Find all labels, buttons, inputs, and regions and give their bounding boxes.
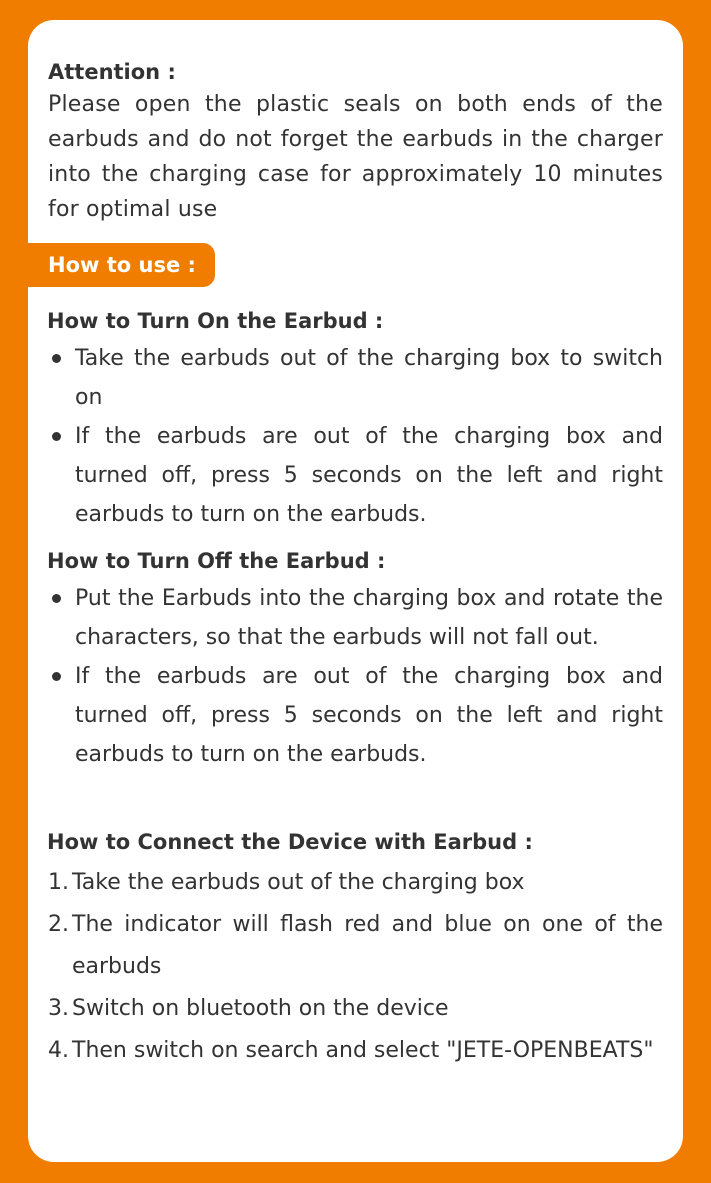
list-item [48, 417, 663, 534]
step-number: 2. [48, 912, 69, 937]
step-item [48, 1030, 663, 1072]
list-item [48, 339, 663, 417]
turn-on-title: How to Turn On the Earbud : [47, 309, 384, 333]
list-item-text: Put the Earbuds into the charging box and rotate the characters, so that the earbuds will not fall out. [75, 586, 663, 650]
list-item-text: If the earbuds are out of the charging box and turned off, press 5 seconds on the left and right earbuds to turn on the earbuds. [75, 424, 663, 527]
list-item [48, 579, 663, 657]
turn-off-list [48, 579, 663, 774]
step-number: 1. [48, 870, 69, 895]
attention-title: Attention : [48, 60, 176, 84]
step-number: 3. [48, 996, 69, 1021]
step-text: Take the earbuds out of the charging box [72, 870, 525, 895]
step-item [48, 904, 663, 988]
how-to-use-tag: How to use : [28, 243, 215, 287]
connect-title: How to Connect the Device with Earbud : [47, 830, 533, 854]
bullet-icon [52, 594, 61, 603]
list-item-text: If the earbuds are out of the charging box and turned off, press 5 seconds on the left and right earbuds to turn on the earbuds. [75, 664, 663, 767]
bullet-icon [52, 672, 61, 681]
connect-steps [48, 862, 663, 1072]
bullet-icon [52, 354, 61, 363]
list-item-text: Take the earbuds out of the charging box to switch on [75, 346, 663, 410]
step-text: The indicator will flash red and blue on one of the earbuds [72, 912, 663, 979]
step-text: Switch on bluetooth on the device [72, 996, 449, 1021]
attention-body: Please open the plastic seals on both ends of the earbuds and do not forget the earbuds in the charger into the charging case for approximately 10 minutes for optimal use [48, 92, 663, 222]
step-number: 4. [48, 1038, 69, 1063]
instruction-card [28, 20, 683, 1162]
attention-block [48, 57, 663, 227]
bullet-icon [52, 432, 61, 441]
step-item [48, 862, 663, 904]
step-item [48, 988, 663, 1030]
list-item [48, 657, 663, 774]
step-text: Then switch on search and select "JETE-OPENBEATS" [72, 1038, 654, 1063]
turn-on-list [48, 339, 663, 534]
turn-off-title: How to Turn Off the Earbud : [47, 549, 386, 573]
